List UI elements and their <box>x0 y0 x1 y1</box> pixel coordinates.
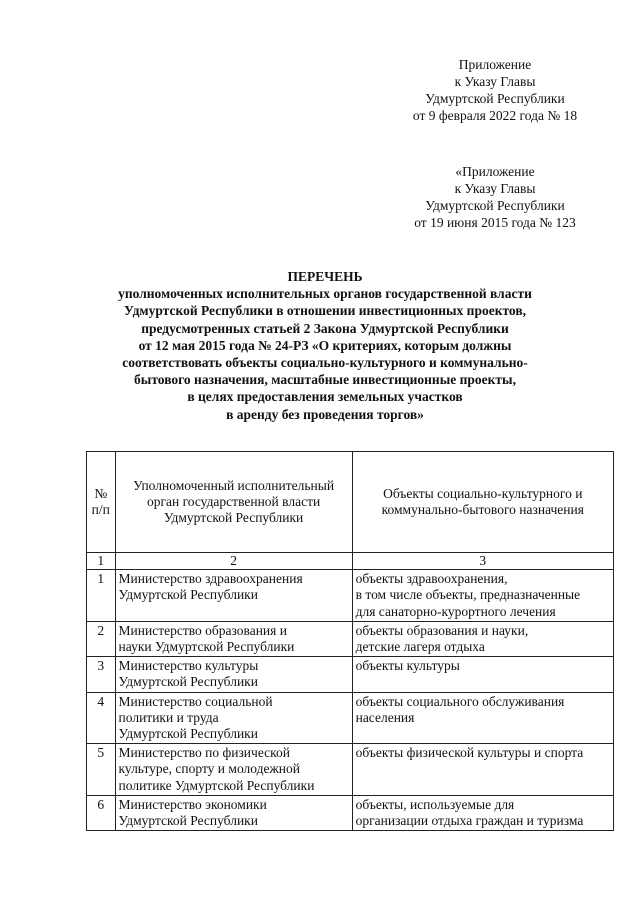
cell-line: объекты здравоохранения, <box>355 571 508 587</box>
table-row <box>87 657 614 692</box>
authority-cell <box>115 621 352 656</box>
title-line: соответствовать объекты социально-культурного и коммунально- <box>122 355 528 371</box>
title-line: бытового назначения, масштабные инвестиционные проекты, <box>134 372 516 388</box>
column-index-row <box>87 553 614 570</box>
header-number-line: п/п <box>91 502 110 517</box>
header-objects-line: коммунально-бытового назначения <box>381 502 584 517</box>
header-authority-line: Уполномоченный исполнительный <box>133 477 335 493</box>
cell-line: объекты культуры <box>355 658 460 674</box>
column-index: 3 <box>352 553 613 570</box>
authority-cell <box>115 795 352 830</box>
objects-cell <box>352 657 613 692</box>
table-header-row <box>87 452 614 553</box>
table-row <box>87 795 614 830</box>
header-authority-line: орган государственной власти <box>146 493 321 509</box>
row-number: 6 <box>87 795 116 830</box>
title-line: Удмуртской Республики в отношении инвестиционных проектов, <box>123 303 527 319</box>
header-authority-line: Удмуртской Республики <box>163 510 304 526</box>
title-line: от 12 мая 2015 года № 24-РЗ «О критериях, которым должны <box>138 337 512 353</box>
cell-line: политики и труда <box>118 709 219 725</box>
cell-line: объекты социального обслуживания <box>355 693 565 709</box>
objects-cell <box>352 570 613 622</box>
cell-line: организации отдыха граждан и туризма <box>355 813 584 829</box>
cell-line: Министерство по физической <box>118 745 290 761</box>
appendix-line: к Указу Главы <box>454 74 536 89</box>
title-line: в целях предоставления земельных участков <box>187 389 463 405</box>
cell-line: Удмуртской Республики <box>118 587 258 603</box>
header-number <box>87 452 116 553</box>
appendix-line: Приложение <box>458 57 532 72</box>
table-row <box>87 692 614 744</box>
cell-line: Министерство образования и <box>118 622 287 638</box>
row-number: 5 <box>87 744 116 796</box>
original-appendix-line: Удмуртской Республики <box>425 198 565 213</box>
cell-line: Министерство социальной <box>118 693 273 709</box>
objects-cell <box>352 744 613 796</box>
authority-cell <box>115 657 352 692</box>
header-objects <box>352 452 613 553</box>
objects-cell <box>352 621 613 656</box>
row-number: 2 <box>87 621 116 656</box>
title-line: предусмотренных статьей 2 Закона Удмуртской Республики <box>141 320 509 336</box>
cell-line: Удмуртской Республики <box>118 726 258 742</box>
column-index: 1 <box>87 553 116 570</box>
authority-cell <box>115 744 352 796</box>
header-authority <box>115 452 352 553</box>
cell-line: культуре, спорту и молодежной <box>118 761 300 777</box>
header-objects-line: Объекты социально-культурного и <box>383 485 583 501</box>
authorities-table <box>86 451 614 831</box>
cell-line: для санаторно-курортного лечения <box>355 603 556 619</box>
authority-cell <box>115 692 352 744</box>
cell-line: детские лагеря отдыха <box>355 639 485 655</box>
objects-cell <box>352 795 613 830</box>
cell-line: объекты, используемые для <box>355 796 515 812</box>
cell-line: науки Удмуртской Республики <box>118 639 295 655</box>
row-number: 3 <box>87 657 116 692</box>
title-line: в аренду без проведения торгов» <box>226 406 424 422</box>
original-appendix-line: «Приложение <box>455 164 535 179</box>
title-line: уполномоченных исполнительных органов государственной власти <box>118 286 532 302</box>
cell-line: населения <box>355 709 415 725</box>
header-number-line: № <box>94 485 108 501</box>
cell-line: объекты физической культуры и спорта <box>355 745 584 761</box>
row-number: 4 <box>87 692 116 744</box>
authority-cell <box>115 570 352 622</box>
table-row <box>87 621 614 656</box>
cell-line: Министерство культуры <box>118 658 259 674</box>
cell-line: Министерство здравоохранения <box>118 571 303 587</box>
appendix-line: от 9 февраля 2022 года № 18 <box>412 108 578 123</box>
row-number: 1 <box>87 570 116 622</box>
original-appendix-line: к Указу Главы <box>454 181 536 196</box>
objects-cell <box>352 692 613 744</box>
cell-line: Удмуртской Республики <box>118 674 258 690</box>
column-index: 2 <box>115 553 352 570</box>
original-appendix-header <box>380 163 610 231</box>
title-heading: ПЕРЕЧЕНЬ <box>287 269 363 284</box>
original-appendix-line: от 19 июня 2015 года № 123 <box>414 215 576 230</box>
cell-line: объекты образования и науки, <box>355 622 529 638</box>
table-row <box>87 744 614 796</box>
cell-line: Министерство экономики <box>118 796 267 812</box>
document-title <box>60 268 590 423</box>
appendix-header <box>380 56 610 124</box>
appendix-line: Удмуртской Республики <box>425 91 565 106</box>
cell-line: Удмуртской Республики <box>118 813 258 829</box>
cell-line: в том числе объекты, предназначенные <box>355 587 581 603</box>
table-row <box>87 570 614 622</box>
cell-line: политике Удмуртской Республики <box>118 777 315 793</box>
